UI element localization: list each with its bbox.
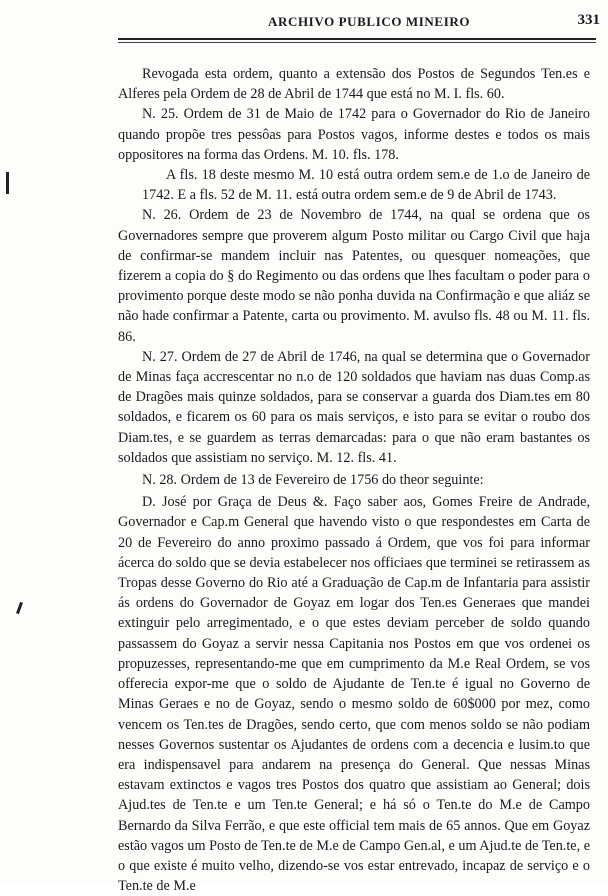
header-rule [118,38,596,40]
margin-mark [16,602,23,614]
paragraph: N. 28. Ordem de 13 de Fevereiro de 1756 do theor seguinte: [142,472,484,489]
paragraph: D. José por Graça de Deus &. Faço saber aos, Gomes Freire de Andrade, Governador e Cap.m General que havendo visto o que respondestes em Carta de 20 de Fevereiro do anno proximo passado á Ordem, que vos foi para informar ácerca do soldo que se devia estabelecer nos officiaes que terminei se retirassem as Tropas desse Governo do Rio até a Graduação de Cap.m de Infantaria para assistir ás ordens do Governador de Goyaz em logar dos Ten.es Generaes que mandei extinguir pelo arregimentado, e o que estes deviam perceber de soldo quando passassem do Goyaz a servir nessa Capitania nos Postos em que vos ordenei os propuzesses, representando-me que em cumprimento da M.e Real Ordem, se vos offerecia expor-me que o soldo de Ajudante de Ten.te é igual no Governo de Minas Geraes e no de Goyaz, sendo o mesmo soldo de 60$000 por mez, como vencem os Ten.tes de Dragões, sendo certo, que com menos soldo se não podiam nesses Governos sustentar os Ajudantes de ordens com a decencia e lusim.to que era indispensavel para andarem na presença do General. Que nessas Minas estavam extinctos e vagos tres Postos dos quatro que assistiam ao General; dois Ajud.tes de Ten.te e um Ten.te General; e há só o Ten.te do M.e de Campo Bernardo da Silva Ferrão, e que este official tem mais de 65 annos. Que em Goyaz estão vagos um Posto de Ten.te de M.e de Campo Gen.al, e um Ajud.te de Ten.te, e o que existe é muito velho, dizendo-se vos estar entrevado, incapaz de serviço e o Ten.te de M.e [118,494,590,895]
paragraph: N. 25. Ordem de 31 de Maio de 1742 para o Governador do Rio de Janeiro quando propõe tres pessôas para Postos vagos, informe destes e todos os mais oppositores na forma das Ordens. M. 10. fls. 178. [118,106,590,163]
paragraph: N. 27. Ordem de 27 de Abril de 1746, na qual se determina que o Governador de Minas faça accrescentar no n.o de 120 soldados que haviam nas duas Comp.as de Dragões mais quinze soldados, para se conservar a guarda dos Diam.tes em 80 soldados, e ficarem os 60 para os mais serviços, e isto para se evitar o roubo dos Diam.tes, e se guardem as terras demarcadas: para o que não eram bastantes os soldados que assistiam no serviço. M. 12. fls. 41. [118,348,590,466]
page-number: 331 [577,12,600,28]
paragraph: Revogada esta ordem, quanto a extensão dos Postos de Segundos Ten.es e Alferes pela Ordem de 28 de Abril de 1744 que está no M. I. fls. 60. [118,66,590,103]
header-rule-thin [118,42,596,43]
page-header [118,12,600,32]
margin-mark [6,172,9,194]
paragraph: N. 26. Ordem de 23 de Novembro de 1744, na qual se ordena que os Governadores sempre que proverem algum Posto militar ou Cargo Civil que haja de confirmar-se mandem incluir nas Patentes, ou quesquer nomeações, que fizerem a copia do § do Regimento ou das ordens que lhes facultam o poder para o provimento porque deste modo se não ponha duvida na Confirmação e que aliáz se não hade confirmar a Patente, carta ou provimento. M. avulso fls. 48 ou M. 11. fls. 86. [118,207,590,345]
running-head: ARCHIVO PUBLICO MINEIRO [268,14,471,29]
document-body [118,64,590,896]
paragraph: A fls. 18 deste mesmo M. 10 está outra ordem sem.e de 1.o de Janeiro de 1742. E a fls. 52 de M. 11. está outra ordem sem.e de 9 de Abril de 1743. [142,167,590,204]
